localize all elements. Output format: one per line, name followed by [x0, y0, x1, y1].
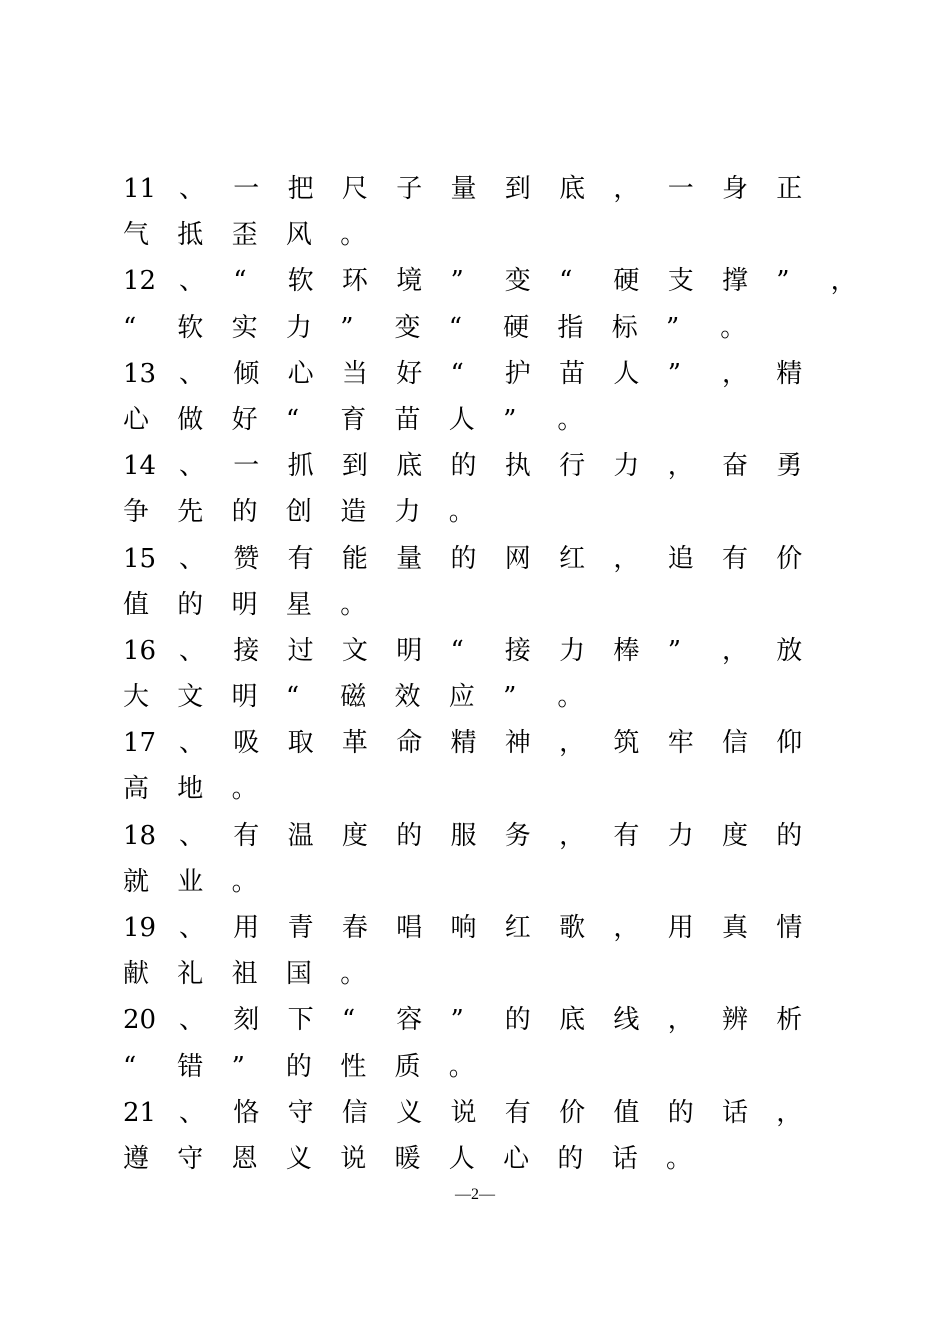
item-char: 。 [340, 220, 367, 251]
item-line-second [123, 582, 843, 628]
item-line-second [123, 305, 843, 351]
item-char: 说 [340, 1143, 367, 1174]
item-char: 筑 [613, 728, 640, 759]
item-char: 抵 [177, 220, 204, 251]
item-char: 护 [504, 358, 531, 389]
item-char: 接 [233, 635, 260, 666]
item-char: 遵 [123, 1143, 150, 1174]
item-line-second [123, 859, 843, 905]
item-char: 容 [396, 1005, 423, 1036]
item-char: ， [667, 451, 694, 482]
item-char: “ [341, 1005, 356, 1036]
item-char: 、 [179, 1005, 206, 1036]
item-char: 守 [287, 1097, 314, 1128]
item-char: 大 [123, 682, 150, 713]
item-char: 。 [231, 866, 258, 897]
item-char: 的 [396, 820, 423, 851]
item-char: 苗 [394, 404, 421, 435]
item-char: 心 [287, 358, 314, 389]
item-char: 力 [667, 820, 694, 851]
item-char: 牢 [667, 728, 694, 759]
item-char: 、 [179, 728, 206, 759]
item-char: 底 [396, 451, 423, 482]
item-char: 歪 [231, 220, 258, 251]
item-char: “ [450, 358, 464, 389]
item-char: ” [503, 682, 517, 713]
item-char: 勇 [776, 451, 803, 482]
item-char: 度 [722, 820, 749, 851]
item-char: 。 [557, 682, 584, 713]
item-number: 21 [123, 1097, 157, 1128]
item-char: “ [233, 266, 247, 297]
item-char: ， [776, 1097, 803, 1128]
item-char: 祖 [231, 959, 258, 990]
item-char: ， [613, 543, 640, 574]
item-char: 、 [179, 1097, 206, 1128]
item-char: 错 [177, 1051, 204, 1082]
item-char: ， [722, 358, 749, 389]
item-char: 就 [123, 866, 150, 897]
item-number: 18 [123, 820, 157, 851]
item-char: 情 [776, 913, 803, 943]
item-char: 的 [177, 589, 204, 620]
item-char: ” [667, 635, 681, 666]
item-char: 说 [450, 1097, 477, 1128]
item-char: 恪 [233, 1097, 260, 1128]
item-char: 心 [503, 1143, 530, 1174]
item-char: 有 [233, 820, 260, 851]
item-char: 用 [667, 913, 694, 943]
item-char: 一 [667, 174, 694, 204]
item-char: 文 [341, 635, 368, 666]
item-char: 取 [287, 728, 314, 759]
item-char: 义 [285, 1143, 312, 1174]
item-number: 20 [123, 1005, 157, 1036]
item-char: 放 [776, 635, 803, 666]
item-char: 奋 [722, 451, 749, 482]
item-char: 的 [667, 1097, 694, 1128]
item-char: 到 [504, 174, 531, 204]
item-number: 12 [123, 266, 157, 297]
item-number: 15 [123, 543, 157, 574]
item-char: 心 [123, 404, 150, 435]
item-char: 精 [776, 358, 803, 389]
item-char: 精 [450, 728, 477, 759]
item-char: 当 [341, 358, 368, 389]
item-char: “ [123, 1051, 137, 1082]
item-line-first [123, 536, 843, 582]
item-char: 。 [231, 774, 258, 805]
item-char: 软 [287, 266, 314, 297]
item-char: 革 [341, 728, 368, 759]
item-char: ， [559, 820, 586, 851]
item-char: 信 [341, 1097, 368, 1128]
item-char: ” [231, 1051, 245, 1082]
item-line-second [123, 951, 843, 997]
item-char: ” [450, 1005, 464, 1036]
item-char: 礼 [177, 959, 204, 990]
item-char: 务 [504, 820, 531, 851]
item-char: 、 [179, 451, 206, 482]
item-line-first [123, 443, 843, 489]
item-char: 风 [285, 220, 312, 251]
item-char: 明 [231, 589, 258, 620]
item-char: 的 [285, 1051, 312, 1082]
item-char: 的 [231, 497, 258, 528]
item-number: 13 [123, 358, 157, 389]
item-char: ， [613, 913, 640, 943]
item-char: 能 [341, 543, 368, 574]
item-char: 追 [667, 543, 694, 574]
item-number: 11 [123, 174, 157, 204]
item-char: 一 [233, 174, 260, 204]
item-char: 的 [450, 451, 477, 482]
item-char: 线 [613, 1005, 640, 1036]
item-char: 暖 [394, 1143, 421, 1174]
item-char: 行 [559, 451, 586, 482]
item-char: 价 [776, 543, 803, 574]
item-char: 、 [179, 358, 206, 389]
document-body [123, 166, 857, 1182]
item-line-first [123, 258, 857, 304]
item-char: ” [450, 266, 464, 297]
item-char: 变 [504, 266, 531, 297]
item-char: 境 [396, 266, 423, 297]
item-char: 过 [287, 635, 314, 666]
item-char: 刻 [233, 1005, 260, 1036]
item-char: “ [285, 682, 300, 713]
item-char: 恩 [231, 1143, 258, 1174]
item-char: 尺 [341, 174, 368, 204]
item-char: 有 [287, 543, 314, 574]
item-char: 值 [123, 589, 150, 620]
item-char: 、 [179, 266, 206, 297]
item-char: 支 [667, 266, 694, 297]
item-char: 用 [233, 913, 260, 943]
item-char: 效 [394, 682, 421, 713]
item-line-second [123, 489, 843, 535]
item-char: 倾 [233, 358, 260, 389]
item-char: 国 [285, 959, 312, 990]
item-char: 抓 [287, 451, 314, 482]
item-char: 。 [557, 404, 584, 435]
item-char: 把 [287, 174, 314, 204]
item-char: 话 [611, 1143, 638, 1174]
item-char: “ [448, 312, 463, 343]
item-char: 赞 [233, 543, 260, 574]
item-char: 、 [179, 820, 206, 851]
item-char: 、 [179, 174, 206, 204]
item-char: 力 [285, 312, 312, 343]
page-number: —2— [455, 1186, 495, 1203]
item-char: 真 [722, 913, 749, 943]
item-char: 标 [611, 312, 638, 343]
item-char: 春 [341, 913, 368, 943]
item-number: 17 [123, 728, 157, 759]
item-char: 歌 [559, 913, 586, 943]
item-char: 文 [177, 682, 204, 713]
item-char: 的 [450, 543, 477, 574]
item-char: 磁 [340, 682, 367, 713]
item-char: 做 [177, 404, 204, 435]
item-char: 创 [285, 497, 312, 528]
item-line-first [123, 997, 843, 1043]
item-char: 。 [448, 1051, 475, 1082]
item-char: 争 [123, 497, 150, 528]
item-char: 性 [340, 1051, 367, 1082]
item-char: 苗 [559, 358, 586, 389]
item-char: 好 [396, 358, 423, 389]
item-char: 身 [722, 174, 749, 204]
item-char: 硬 [503, 312, 530, 343]
item-char: 地 [177, 774, 204, 805]
item-char: 。 [340, 959, 367, 990]
item-char: “ [450, 635, 464, 666]
item-number: 16 [123, 635, 157, 666]
item-char: 底 [559, 1005, 586, 1036]
item-char: ， [613, 174, 640, 204]
item-char: 人 [613, 358, 640, 389]
item-char: 有 [613, 820, 640, 851]
item-number: 19 [123, 913, 157, 943]
item-char: 献 [123, 959, 150, 990]
item-char: 人 [448, 404, 475, 435]
item-char: 棒 [613, 635, 640, 666]
item-char: ， [667, 1005, 694, 1036]
item-char: 高 [123, 774, 150, 805]
item-line-second [123, 212, 843, 258]
item-char: 响 [450, 913, 477, 943]
item-char: 变 [394, 312, 421, 343]
item-char: 的 [557, 1143, 584, 1174]
item-line-first [123, 905, 843, 951]
item-char: 话 [722, 1097, 749, 1128]
item-line-second [123, 674, 843, 720]
item-char: 量 [450, 174, 477, 204]
item-char: 有 [722, 543, 749, 574]
item-char: 撑 [722, 266, 749, 297]
item-line-second [123, 1136, 843, 1182]
item-char: 下 [287, 1005, 314, 1036]
item-char: 力 [559, 635, 586, 666]
item-line-first [123, 166, 843, 212]
item-char: 明 [396, 635, 423, 666]
item-char: ” [666, 312, 680, 343]
item-char: 好 [231, 404, 258, 435]
item-char: 温 [287, 820, 314, 851]
item-char: “ [559, 266, 573, 297]
item-char: 量 [396, 543, 423, 574]
item-char: 守 [177, 1143, 204, 1174]
item-char: 。 [720, 312, 747, 343]
item-char: 子 [396, 174, 423, 204]
item-char: 育 [340, 404, 367, 435]
item-char: 唱 [396, 913, 423, 943]
item-char: 值 [613, 1097, 640, 1128]
item-char: 力 [613, 451, 640, 482]
item-char: 度 [341, 820, 368, 851]
item-char: 神 [504, 728, 531, 759]
item-char: 的 [776, 820, 803, 851]
item-char: 硬 [613, 266, 640, 297]
item-char: 力 [394, 497, 421, 528]
item-line-second [123, 766, 843, 812]
item-char: 人 [448, 1143, 475, 1174]
item-char: 指 [557, 312, 584, 343]
item-char: 实 [231, 312, 258, 343]
item-char: 信 [722, 728, 749, 759]
item-char: 仰 [776, 728, 803, 759]
item-char: 、 [179, 635, 206, 666]
item-char: 、 [179, 543, 206, 574]
item-char: ， [830, 266, 857, 297]
item-char: 环 [341, 266, 368, 297]
item-char: 造 [340, 497, 367, 528]
item-line-first [123, 351, 843, 397]
item-char: 业 [177, 866, 204, 897]
item-char: 红 [504, 913, 531, 943]
item-char: 析 [776, 1005, 803, 1036]
item-char: 。 [340, 589, 367, 620]
item-number: 14 [123, 451, 157, 482]
item-char: 一 [233, 451, 260, 482]
item-char: 吸 [233, 728, 260, 759]
item-char: 底 [559, 174, 586, 204]
item-char: “ [123, 312, 137, 343]
item-char: 气 [123, 220, 150, 251]
item-line-first [123, 813, 843, 859]
item-char: “ [285, 404, 300, 435]
item-char: ， [559, 728, 586, 759]
item-char: 先 [177, 497, 204, 528]
item-line-second [123, 397, 843, 443]
item-char: ， [722, 635, 749, 666]
item-char: 质 [394, 1051, 421, 1082]
item-char: 命 [396, 728, 423, 759]
item-char: 辨 [722, 1005, 749, 1036]
item-line-first [123, 720, 843, 766]
item-char: 。 [448, 497, 475, 528]
item-char: 接 [504, 635, 531, 666]
item-char: 明 [231, 682, 258, 713]
item-char: 执 [504, 451, 531, 482]
item-char: 价 [559, 1097, 586, 1128]
item-char: 软 [177, 312, 204, 343]
item-char: 星 [285, 589, 312, 620]
item-line-first [123, 628, 843, 674]
item-line-first [123, 1090, 843, 1136]
item-char: 。 [666, 1143, 693, 1174]
item-char: ” [667, 358, 681, 389]
item-char: 网 [504, 543, 531, 574]
item-char: 服 [450, 820, 477, 851]
item-char: 的 [504, 1005, 531, 1036]
item-char: ” [776, 266, 790, 297]
item-char: 红 [559, 543, 586, 574]
item-char: 到 [341, 451, 368, 482]
item-char: 义 [396, 1097, 423, 1128]
item-char: ” [340, 312, 354, 343]
item-char: 青 [287, 913, 314, 943]
item-char: 、 [179, 913, 206, 943]
item-line-second [123, 1044, 843, 1090]
item-char: 正 [776, 174, 803, 204]
item-char: 应 [448, 682, 475, 713]
item-char: ” [503, 404, 517, 435]
item-char: 有 [504, 1097, 531, 1128]
